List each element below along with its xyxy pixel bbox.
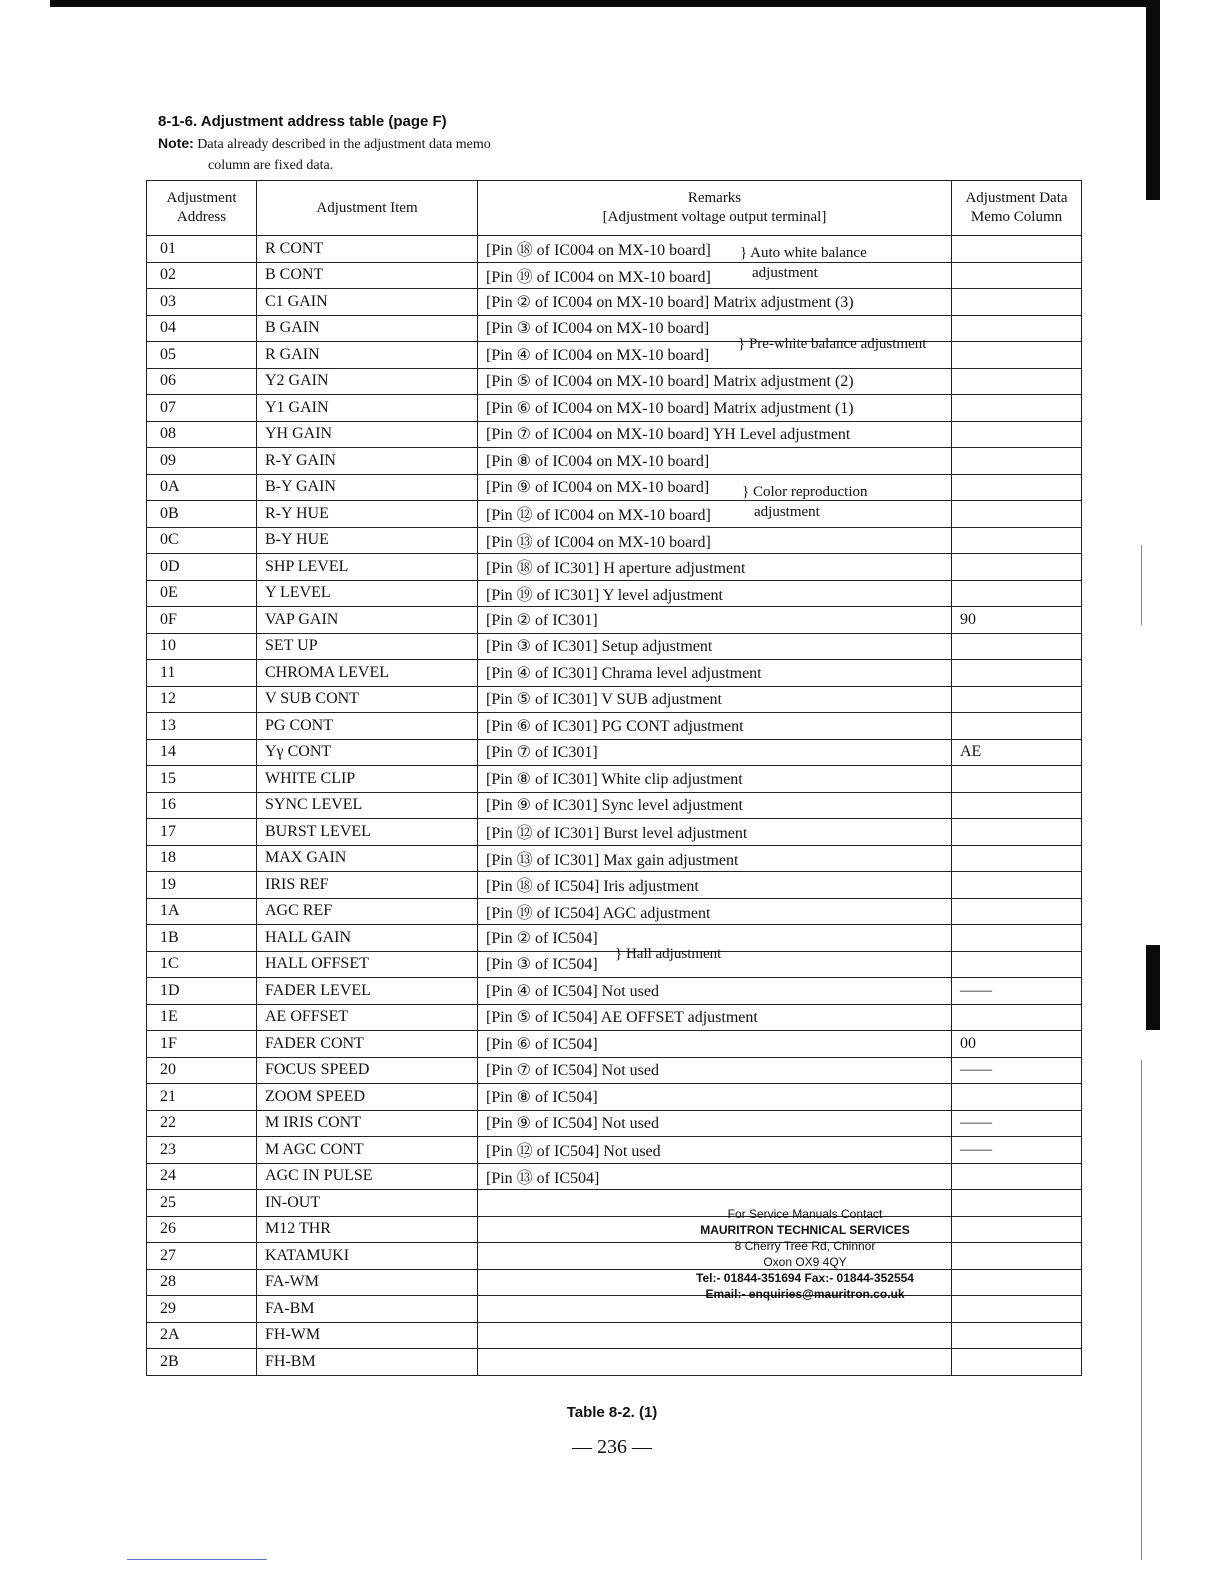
cell-memo <box>952 845 1082 872</box>
cell-item: AE OFFSET <box>257 1004 478 1031</box>
table-row <box>147 686 1082 713</box>
cell-address: 23 <box>147 1137 257 1164</box>
bracket-pre-white-label: Pre-white balance adjustment <box>748 336 927 352</box>
cell-item: PG CONT <box>257 713 478 740</box>
cell-remarks: [Pin ⑥ of IC301] PG CONT adjustment <box>478 713 952 740</box>
cell-remarks: [Pin ⑬ of IC301] Max gain adjustment <box>478 845 952 872</box>
cell-remarks: [Pin ⑥ of IC504] <box>478 1031 952 1058</box>
note-line2: column are fixed data. <box>208 158 334 173</box>
cell-item: YH GAIN <box>257 421 478 448</box>
cell-remarks: [Pin ③ of IC504] <box>478 951 952 978</box>
cell-address: 0C <box>147 527 257 554</box>
bracket-auto-white-line2: adjustment <box>752 265 818 281</box>
header-item: Adjustment Item <box>257 181 478 236</box>
table-caption: Table 8-2. (1) <box>566 1404 658 1421</box>
cell-memo <box>952 474 1082 501</box>
table-row <box>147 315 1082 342</box>
cell-remarks: [Pin ⑨ of IC301] Sync level adjustment <box>478 792 952 819</box>
cell-address: 0D <box>147 554 257 581</box>
cell-memo: —— <box>952 978 1082 1005</box>
cell-address: 01 <box>147 236 257 263</box>
table-row <box>147 845 1082 872</box>
scan-edge-mark <box>1146 0 1160 200</box>
cell-item: M IRIS CONT <box>257 1110 478 1137</box>
cell-item: FA-BM <box>257 1296 478 1323</box>
cell-address: 10 <box>147 633 257 660</box>
cell-address: 19 <box>147 872 257 899</box>
cell-memo <box>952 262 1082 289</box>
cell-item: R-Y HUE <box>257 501 478 528</box>
cell-memo <box>952 236 1082 263</box>
cell-memo <box>952 1004 1082 1031</box>
cell-item: FH-WM <box>257 1322 478 1349</box>
cell-memo <box>952 368 1082 395</box>
table-row <box>147 1163 1082 1190</box>
table-row <box>147 1057 1082 1084</box>
cell-address: 22 <box>147 1110 257 1137</box>
bracket-color-reproduction: } Color reproduction adjustment <box>742 484 868 520</box>
stamp-line3: 8 Cherry Tree Rd, Chinnor <box>734 1239 876 1253</box>
cell-remarks: [Pin ⑫ of IC301] Burst level adjustment <box>478 819 952 846</box>
table-row <box>147 554 1082 581</box>
table-row <box>147 421 1082 448</box>
cell-address: 09 <box>147 448 257 475</box>
cell-address: 25 <box>147 1190 257 1217</box>
cell-item: R CONT <box>257 236 478 263</box>
cell-address: 07 <box>147 395 257 422</box>
table-row <box>147 1216 1082 1243</box>
cell-memo <box>952 660 1082 687</box>
cell-address: 08 <box>147 421 257 448</box>
cell-memo <box>952 448 1082 475</box>
bottom-rule <box>127 1559 267 1560</box>
cell-address: 26 <box>147 1216 257 1243</box>
table-row <box>147 607 1082 634</box>
adjustment-address-table <box>146 180 1082 1376</box>
table-header-row <box>147 181 1082 236</box>
cell-item: Y1 GAIN <box>257 395 478 422</box>
bracket-color-repro-line2: adjustment <box>754 504 820 520</box>
table-row <box>147 236 1082 263</box>
table-row <box>147 1004 1082 1031</box>
cell-memo <box>952 633 1082 660</box>
bracket-auto-white-line1: Auto white balance <box>750 245 867 261</box>
cell-item: B GAIN <box>257 315 478 342</box>
cell-item: M AGC CONT <box>257 1137 478 1164</box>
cell-item: Yγ CONT <box>257 739 478 766</box>
cell-address: 1E <box>147 1004 257 1031</box>
bracket-hall: } Hall adjustment <box>615 946 722 962</box>
cell-remarks: [Pin ⑦ of IC301] <box>478 739 952 766</box>
cell-remarks: [Pin ⑤ of IC504] AE OFFSET adjustment <box>478 1004 952 1031</box>
table-row <box>147 1110 1082 1137</box>
cell-address: 12 <box>147 686 257 713</box>
table-row <box>147 368 1082 395</box>
cell-item: MAX GAIN <box>257 845 478 872</box>
cell-item: B CONT <box>257 262 478 289</box>
table-row <box>147 1296 1082 1323</box>
stamp-line4: Oxon OX9 4QY <box>763 1255 847 1269</box>
cell-address: 24 <box>147 1163 257 1190</box>
cell-remarks: [Pin ⑦ of IC504] Not used <box>478 1057 952 1084</box>
table-row <box>147 925 1082 952</box>
cell-remarks: [Pin ⑱ of IC004 on MX-10 board] <box>478 236 952 263</box>
table-row <box>147 395 1082 422</box>
cell-remarks: [Pin ⑧ of IC504] <box>478 1084 952 1111</box>
note <box>158 133 618 176</box>
bracket-color-repro-line1: Color reproduction <box>752 484 868 500</box>
table-row <box>147 1269 1082 1296</box>
scan-edge-mark <box>1146 945 1160 1030</box>
cell-memo <box>952 1190 1082 1217</box>
cell-memo: —— <box>952 1057 1082 1084</box>
cell-item: B-Y HUE <box>257 527 478 554</box>
cell-item: FH-BM <box>257 1349 478 1376</box>
cell-item: ZOOM SPEED <box>257 1084 478 1111</box>
cell-item: C1 GAIN <box>257 289 478 316</box>
table-row <box>147 633 1082 660</box>
cell-address: 03 <box>147 289 257 316</box>
table-row <box>147 898 1082 925</box>
cell-address: 11 <box>147 660 257 687</box>
cell-address: 04 <box>147 315 257 342</box>
cell-item: IN-OUT <box>257 1190 478 1217</box>
table-row <box>147 501 1082 528</box>
cell-memo <box>952 1084 1082 1111</box>
cell-memo <box>952 315 1082 342</box>
cell-memo <box>952 395 1082 422</box>
cell-memo <box>952 527 1082 554</box>
note-line1: Data already described in the adjustment data memo <box>197 137 491 152</box>
cell-memo <box>952 951 1082 978</box>
cell-memo <box>952 792 1082 819</box>
cell-memo <box>952 872 1082 899</box>
cell-item: FOCUS SPEED <box>257 1057 478 1084</box>
cell-memo <box>952 342 1082 369</box>
cell-remarks: [Pin ⑬ of IC504] <box>478 1163 952 1190</box>
table-row <box>147 766 1082 793</box>
cell-address: 13 <box>147 713 257 740</box>
cell-address: 0B <box>147 501 257 528</box>
cell-address: 05 <box>147 342 257 369</box>
header-remarks-line1: Remarks <box>687 190 742 206</box>
table-row <box>147 1031 1082 1058</box>
cell-address: 2B <box>147 1349 257 1376</box>
cell-address: 27 <box>147 1243 257 1270</box>
header-memo: Adjustment Data Memo Column <box>952 181 1082 236</box>
cell-memo <box>952 580 1082 607</box>
cell-memo <box>952 1296 1082 1323</box>
cell-remarks: [Pin ⑱ of IC504] Iris adjustment <box>478 872 952 899</box>
cell-item: FA-WM <box>257 1269 478 1296</box>
cell-address: 02 <box>147 262 257 289</box>
table-row <box>147 580 1082 607</box>
cell-item: Y LEVEL <box>257 580 478 607</box>
bracket-auto-white: } Auto white balance adjustment <box>740 245 867 281</box>
cell-remarks: [Pin ⑲ of IC301] Y level adjustment <box>478 580 952 607</box>
cell-remarks: [Pin ④ of IC004 on MX-10 board] <box>478 342 952 369</box>
stamp-line6: Email:- enquiries@mauritron.co.uk <box>705 1287 905 1301</box>
scan-edge-line <box>1141 1060 1142 1560</box>
cell-remarks: [Pin ④ of IC504] Not used <box>478 978 952 1005</box>
header-address: Adjustment Address <box>147 181 257 236</box>
cell-address: 1F <box>147 1031 257 1058</box>
cell-item: Y2 GAIN <box>257 368 478 395</box>
table-row <box>147 474 1082 501</box>
cell-item: KATAMUKI <box>257 1243 478 1270</box>
cell-address: 21 <box>147 1084 257 1111</box>
cell-remarks: [Pin ⑧ of IC301] White clip adjustment <box>478 766 952 793</box>
cell-item: B-Y GAIN <box>257 474 478 501</box>
cell-remarks: [Pin ⑤ of IC301] V SUB adjustment <box>478 686 952 713</box>
cell-remarks: [Pin ② of IC504] <box>478 925 952 952</box>
table-row <box>147 527 1082 554</box>
cell-address: 18 <box>147 845 257 872</box>
cell-address: 1B <box>147 925 257 952</box>
cell-memo <box>952 421 1082 448</box>
cell-address: 20 <box>147 1057 257 1084</box>
cell-remarks: [Pin ⑧ of IC004 on MX-10 board] <box>478 448 952 475</box>
cell-item: CHROMA LEVEL <box>257 660 478 687</box>
cell-address: 16 <box>147 792 257 819</box>
cell-remarks: [Pin ⑨ of IC504] Not used <box>478 1110 952 1137</box>
cell-address: 17 <box>147 819 257 846</box>
cell-remarks: [Pin ⑲ of IC504] AGC adjustment <box>478 898 952 925</box>
cell-remarks <box>478 1322 952 1349</box>
header-remarks-line2: [Adjustment voltage output terminal] <box>602 209 827 225</box>
cell-remarks: [Pin ⑨ of IC004 on MX-10 board] <box>478 474 952 501</box>
scan-edge-line <box>1141 545 1142 625</box>
section-title: 8-1-6. Adjustment address table (page F) <box>158 113 447 130</box>
cell-address: 1C <box>147 951 257 978</box>
table-row <box>147 289 1082 316</box>
bracket-hall-label: Hall adjustment <box>625 946 722 962</box>
cell-memo <box>952 898 1082 925</box>
bracket-pre-white: } Pre-white balance adjustment <box>738 336 927 352</box>
cell-item: SET UP <box>257 633 478 660</box>
cell-item: AGC REF <box>257 898 478 925</box>
cell-item: M12 THR <box>257 1216 478 1243</box>
cell-memo <box>952 713 1082 740</box>
cell-item: HALL OFFSET <box>257 951 478 978</box>
cell-item: SYNC LEVEL <box>257 792 478 819</box>
table-row <box>147 951 1082 978</box>
cell-memo <box>952 766 1082 793</box>
cell-remarks: [Pin ⑥ of IC004 on MX-10 board] Matrix adjustment (1) <box>478 395 952 422</box>
cell-memo <box>952 1322 1082 1349</box>
cell-address: 06 <box>147 368 257 395</box>
cell-remarks: [Pin ⑫ of IC504] Not used <box>478 1137 952 1164</box>
cell-remarks: [Pin ② of IC004 on MX-10 board] Matrix adjustment (3) <box>478 289 952 316</box>
cell-remarks <box>478 1349 952 1376</box>
table-row <box>147 872 1082 899</box>
stamp-line1: For Service Manuals Contact <box>727 1207 883 1221</box>
cell-item: FADER CONT <box>257 1031 478 1058</box>
cell-memo: 90 <box>952 607 1082 634</box>
page-number: — 236 — <box>572 1436 652 1458</box>
cell-remarks: [Pin ⑲ of IC004 on MX-10 board] <box>478 262 952 289</box>
cell-memo <box>952 1269 1082 1296</box>
cell-memo <box>952 1216 1082 1243</box>
cell-memo: AE <box>952 739 1082 766</box>
cell-item: SHP LEVEL <box>257 554 478 581</box>
stamp-line5: Tel:- 01844-351694 Fax:- 01844-352554 <box>696 1271 914 1285</box>
top-border-bar <box>50 0 1160 7</box>
cell-remarks: [Pin ④ of IC301] Chrama level adjustment <box>478 660 952 687</box>
cell-address: 1A <box>147 898 257 925</box>
cell-item: AGC IN PULSE <box>257 1163 478 1190</box>
cell-memo: —— <box>952 1110 1082 1137</box>
table-row <box>147 448 1082 475</box>
table-row <box>147 660 1082 687</box>
cell-item: R-Y GAIN <box>257 448 478 475</box>
table-row <box>147 342 1082 369</box>
cell-item: HALL GAIN <box>257 925 478 952</box>
cell-address: 0A <box>147 474 257 501</box>
cell-address: 0E <box>147 580 257 607</box>
table-row <box>147 819 1082 846</box>
cell-item: VAP GAIN <box>257 607 478 634</box>
stamp-line2: MAURITRON TECHNICAL SERVICES <box>700 1223 910 1237</box>
cell-item: WHITE CLIP <box>257 766 478 793</box>
table-row <box>147 1322 1082 1349</box>
note-label: Note: <box>158 135 194 151</box>
cell-memo <box>952 1349 1082 1376</box>
cell-memo <box>952 1243 1082 1270</box>
table-row <box>147 792 1082 819</box>
cell-address: 28 <box>147 1269 257 1296</box>
cell-memo <box>952 819 1082 846</box>
cell-item: R GAIN <box>257 342 478 369</box>
table-row <box>147 1084 1082 1111</box>
cell-address: 29 <box>147 1296 257 1323</box>
table-row <box>147 262 1082 289</box>
cell-address: 14 <box>147 739 257 766</box>
table-row <box>147 1243 1082 1270</box>
cell-remarks: [Pin ⑤ of IC004 on MX-10 board] Matrix adjustment (2) <box>478 368 952 395</box>
cell-remarks: [Pin ③ of IC301] Setup adjustment <box>478 633 952 660</box>
cell-memo: —— <box>952 1137 1082 1164</box>
cell-item: IRIS REF <box>257 872 478 899</box>
cell-address: 2A <box>147 1322 257 1349</box>
table-row <box>147 978 1082 1005</box>
cell-memo <box>952 1163 1082 1190</box>
cell-remarks: [Pin ⑫ of IC004 on MX-10 board] <box>478 501 952 528</box>
cell-remarks: [Pin ③ of IC004 on MX-10 board] <box>478 315 952 342</box>
cell-address: 15 <box>147 766 257 793</box>
service-stamp <box>690 1206 920 1302</box>
cell-item: V SUB CONT <box>257 686 478 713</box>
cell-remarks: [Pin ⑬ of IC004 on MX-10 board] <box>478 527 952 554</box>
cell-memo: 00 <box>952 1031 1082 1058</box>
header-remarks <box>478 181 952 236</box>
cell-memo <box>952 686 1082 713</box>
cell-item: FADER LEVEL <box>257 978 478 1005</box>
cell-remarks: [Pin ② of IC301] <box>478 607 952 634</box>
cell-memo <box>952 501 1082 528</box>
cell-memo <box>952 554 1082 581</box>
table-row <box>147 739 1082 766</box>
cell-address: 0F <box>147 607 257 634</box>
cell-remarks: [Pin ⑱ of IC301] H aperture adjustment <box>478 554 952 581</box>
table-row <box>147 713 1082 740</box>
cell-address: 1D <box>147 978 257 1005</box>
table-row <box>147 1349 1082 1376</box>
cell-memo <box>952 289 1082 316</box>
table-row <box>147 1190 1082 1217</box>
cell-remarks: [Pin ⑦ of IC004 on MX-10 board] YH Level adjustment <box>478 421 952 448</box>
cell-item: BURST LEVEL <box>257 819 478 846</box>
cell-memo <box>952 925 1082 952</box>
table-row <box>147 1137 1082 1164</box>
